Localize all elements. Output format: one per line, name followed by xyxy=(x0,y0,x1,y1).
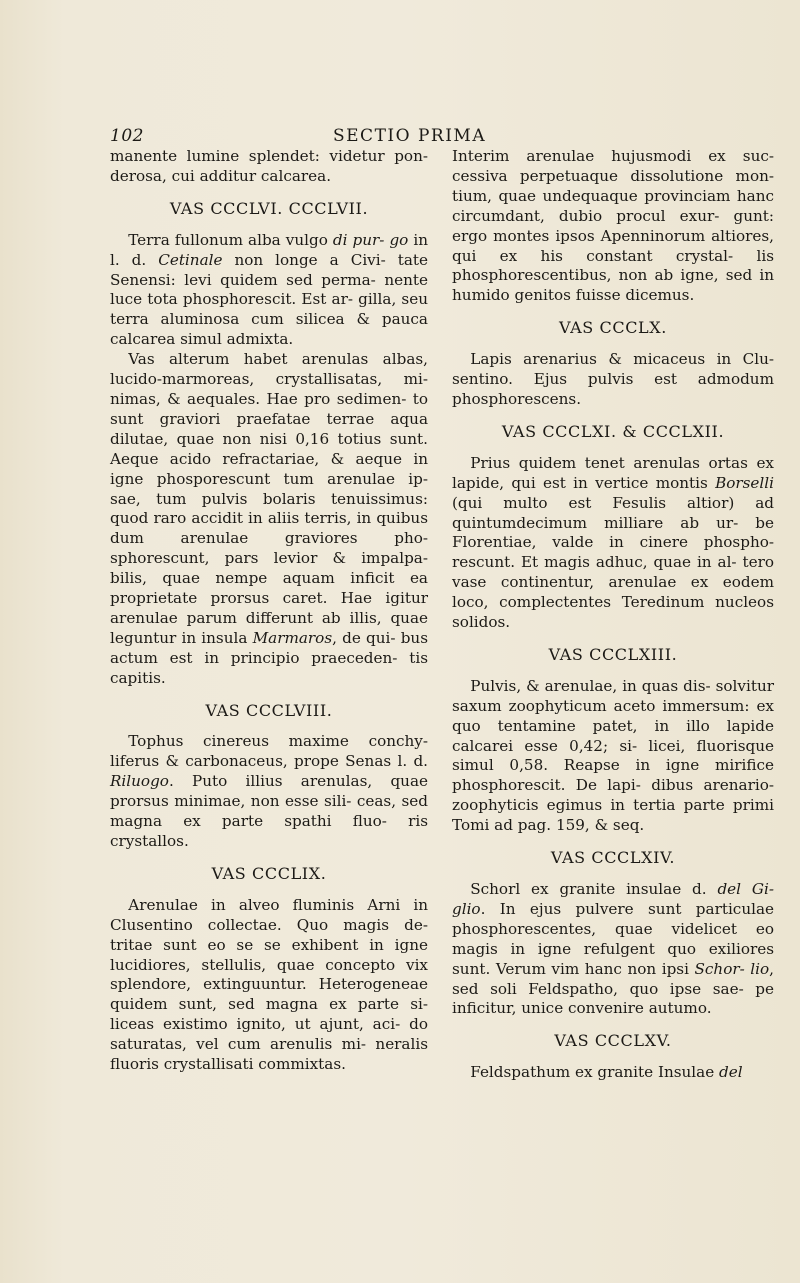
section-heading: VAS CCCLX. xyxy=(559,318,667,338)
paragraph: Feldspathum ex granite Insulae del xyxy=(470,1063,743,1082)
section-heading: VAS CCCLVI. CCCLVII. xyxy=(169,198,369,218)
section-heading: VAS CCCLXI. & CCCLXII. xyxy=(501,421,725,441)
paragraph: Vas alterum habet arenulas albas, lucido-marmoreas, crystallisatas, mi- nimas, & aequales. Hae pro sedimen- to sunt graviori praefatae terrae aqua dilutae, quae non nisi 0,16 totius sunt. Aeque acido refractariae, & aeque in igne phosporescunt tum arenulae ip- sae, tum pulvis bolaris tenuissimus: quod raro accidit in aliis terris, in quibus dum arenulae graviores pho- sphorescunt, pars levior & impalpa- bilis, quae nempe aquam inficit ea proprietate prorsus caret. Hae igitur arenulae parum differunt ab illis, quae leguntur in insula Marmaros, de qui- bus actum est in principio praeceden- tis capitis. xyxy=(110,350,428,687)
section-heading: VAS CCCLXIV. xyxy=(550,848,676,868)
paragraph: Arenulae in alveo fluminis Arni in Clusentino collectae. Quo magis de- tritae sunt eo se se exhibent in igne lucidiores, stellulis, quae concepto vix splendore, extinguuntur. Heterogeneae quidem sunt, sed magna ex parte si- liceas existimo ignito, ut ajunt, aci- do saturatas, vel cum arenulis mi- neralis fluoris crystallisati commixtas. xyxy=(110,895,428,1074)
paragraph: Pulvis, & arenulae, in quas dis- solvitur saxum zoophyticum aceto immersum: ex quo tentamine patet, in illo lapide calcarei esse 0,42; si- licei, fluorisque simul 0,58. Reapse in igne mirifice phosphorescit. De lapi- dibus arenario-zoophyticis egimus in tertia parte primi Tomi ad pag. 159, & seq. xyxy=(452,676,774,835)
paragraph: Prius quidem tenet arenulas ortas ex lapide, qui est in vertice montis Borselli (qui multo est Fesulis altior) ad quintumdecimum milliare ab ur- be Florentiae, valde in cinere phospho- rescunt. Et magis adhuc, quae in al- tero vase continentur, arenulae ex eodem loco, complectentes Teredinum nucleos solidos. xyxy=(452,453,774,632)
paragraph-continuation: manente lumine splendet: videtur pon- derosa, cui additur calcarea. xyxy=(110,147,428,185)
section-heading: VAS CCCLXIII. xyxy=(548,644,678,664)
right-column xyxy=(452,147,774,1083)
page-number: 102 xyxy=(110,126,144,146)
left-column xyxy=(110,147,428,1075)
paragraph: Terra fullonum alba vulgo di pur- go in l. d. Cetinale non longe a Civi- tate Senensi: levi quidem sed perma- nente luce tota phosphorescit. Est ar- gilla, seu terra aluminosa cum silicea & pauca calcarea simul admixta. xyxy=(110,230,429,349)
paragraph: Lapis arenarius & micaceus in Clu- sentino. Ejus pulvis est admodum phosphorescens. xyxy=(452,350,774,408)
section-heading: VAS CCCLVIII. xyxy=(205,700,333,720)
paragraph-continuation: Interim arenulae hujusmodi ex suc- cessiva perpetuaque dissolutione mon- tium, quae undequaque provinciam hanc circumdant, dubio procul exur- gunt: ergo montes ipsos Apenninorum altiores, qui ex his constant crystal- lis phosphorescentibus, non ab igne, sed in humido genitos fuisse dicemus. xyxy=(452,147,774,305)
section-title: SECTIO PRIMA xyxy=(333,126,487,146)
section-heading: VAS CCCLXV. xyxy=(554,1031,672,1051)
running-head xyxy=(110,126,750,148)
paragraph: Tophus cinereus maxime conchy- liferus & carbonaceus, prope Senas l. d. Riluogo. Puto illius arenulas, quae prorsus minimae, non esse sili- ceas, sed magna ex parte spathi fluo- ris crystallos. xyxy=(110,732,428,850)
paragraph: Schorl ex granite insulae d. del Gi- glio. In ejus pulvere sunt particulae phosphorescentes, quae videlicet eo magis in igne refulgent quo exiliores sunt. Verum vim hanc non ipsi Schor- lio, sed soli Feldspatho, quo ipse sae- pe inficitur, unice convenire autumo. xyxy=(452,880,774,1018)
section-heading: VAS CCCLIX. xyxy=(211,863,327,883)
